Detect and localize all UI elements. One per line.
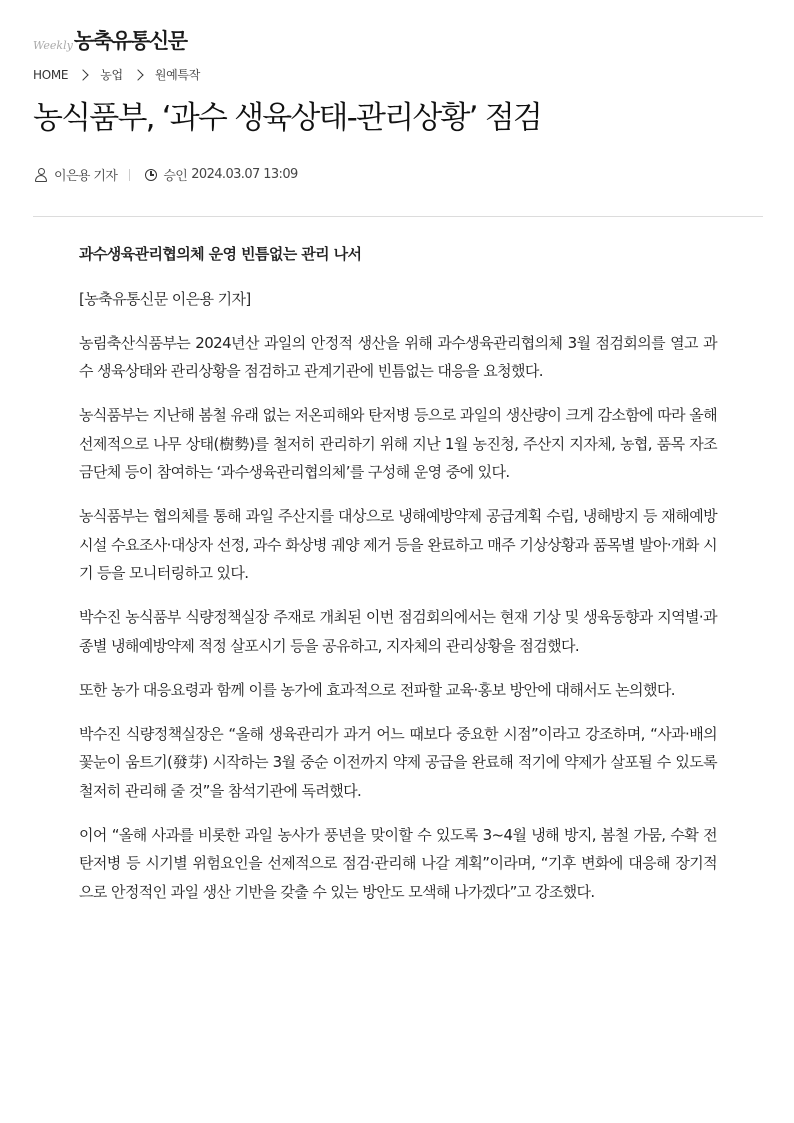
user-icon — [35, 168, 48, 182]
breadcrumb-home[interactable]: HOME — [33, 67, 69, 82]
article-paragraph: 농식품부는 협의체를 통해 과일 주산지를 대상으로 냉해예방약제 공급계획 수립, 냉해방지 등 재해예방시설 수요조사·대상자 선정, 과수 화상병 궤양 제거 등을 완료하고 매주 기상상황과 품목별 발아·개화 시기 등을 모니터링하고 있다. — [79, 507, 717, 582]
article-title: 농식품부, ‘과수 생육상태-관리상황’ 점검 — [33, 100, 542, 136]
article-paragraph: 이어 “올해 사과를 비롯한 과일 농사가 풍년을 맞이할 수 있도록 3~4월 냉해 방지, 봄철 가뭄, 수확 전 탄저병 등 시기별 위험요인을 선제적으로 점검·관리해 나갈 계획”이라며, “기후 변화에 대응해 장기적으로 안정적인 과일 생산 기반을 갖출 수 있는 방안도 모색해 나가겠다”고 강조했다. — [79, 825, 717, 901]
article-paragraph: [농축유통신문 이은용 기자] — [79, 289, 251, 308]
logo-name: 농축유통신문 — [73, 29, 187, 53]
clock-icon — [145, 169, 157, 181]
approved-label: 승인 — [163, 169, 188, 184]
approved-datetime: 2024.03.07 13:09 — [191, 167, 298, 182]
article-body — [79, 240, 717, 922]
article-paragraph: 또한 농가 대응요령과 함께 이를 농가에 효과적으로 전파할 교육·홍보 방안에 대해서도 논의했다. — [79, 680, 675, 699]
breadcrumb-subcategory[interactable]: 원예특작 — [154, 68, 200, 82]
article-paragraph: 농식품부는 지난해 봄철 유래 없는 저온피해와 탄저병 등으로 과일의 생산량이 크게 감소함에 따라 올해 선제적으로 나무 상태(樹勢)를 철저히 관리하기 위해 지난 1월 농진청, 주산지 지자체, 농협, 품목 자조금단체 등이 참여하는 ‘과수생육관리협의체’를 구성해 운영 중에 있다. — [79, 406, 717, 481]
breadcrumb-category[interactable]: 농업 — [100, 68, 123, 82]
chevron-right-icon — [132, 69, 143, 80]
logo-weekly-text: Weekly — [33, 39, 73, 52]
article-paragraph: 농림축산식품부는 2024년산 과일의 안정적 생산을 위해 과수생육관리협의체 3월 점검회의를 열고 과수 생육상태와 관리상황을 점검하고 관계기관에 빈틈없는 대응을 요청했다. — [79, 333, 717, 380]
article-paragraph: 박수진 농식품부 식량정책실장 주재로 개최된 이번 점검회의에서는 현재 기상 및 생육동향과 지역별·과종별 냉해예방약제 적정 살포시기 등을 공유하고, 지자체의 관리상황을 점검했다. — [79, 608, 717, 655]
breadcrumb — [33, 66, 200, 83]
meta-divider — [129, 169, 130, 181]
author-name[interactable]: 이은용 기자 — [54, 169, 118, 184]
site-logo[interactable] — [33, 27, 187, 53]
article-paragraph: 박수진 식량정책실장은 “올해 생육관리가 과거 어느 때보다 중요한 시점”이라고 강조하며, “사과·배의 꽃눈이 움트기(發芽) 시작하는 3월 중순 이전까지 약제 공급을 완료해 적기에 약제가 살포될 수 있도록 철저히 관리해 줄 것”을 참석기관에 독려했다. — [79, 724, 717, 800]
article-subtitle: 과수생육관리협의체 운영 빈틈없는 관리 나서 — [79, 245, 362, 263]
article-meta — [35, 165, 298, 184]
header-divider — [33, 216, 763, 217]
chevron-right-icon — [78, 69, 89, 80]
